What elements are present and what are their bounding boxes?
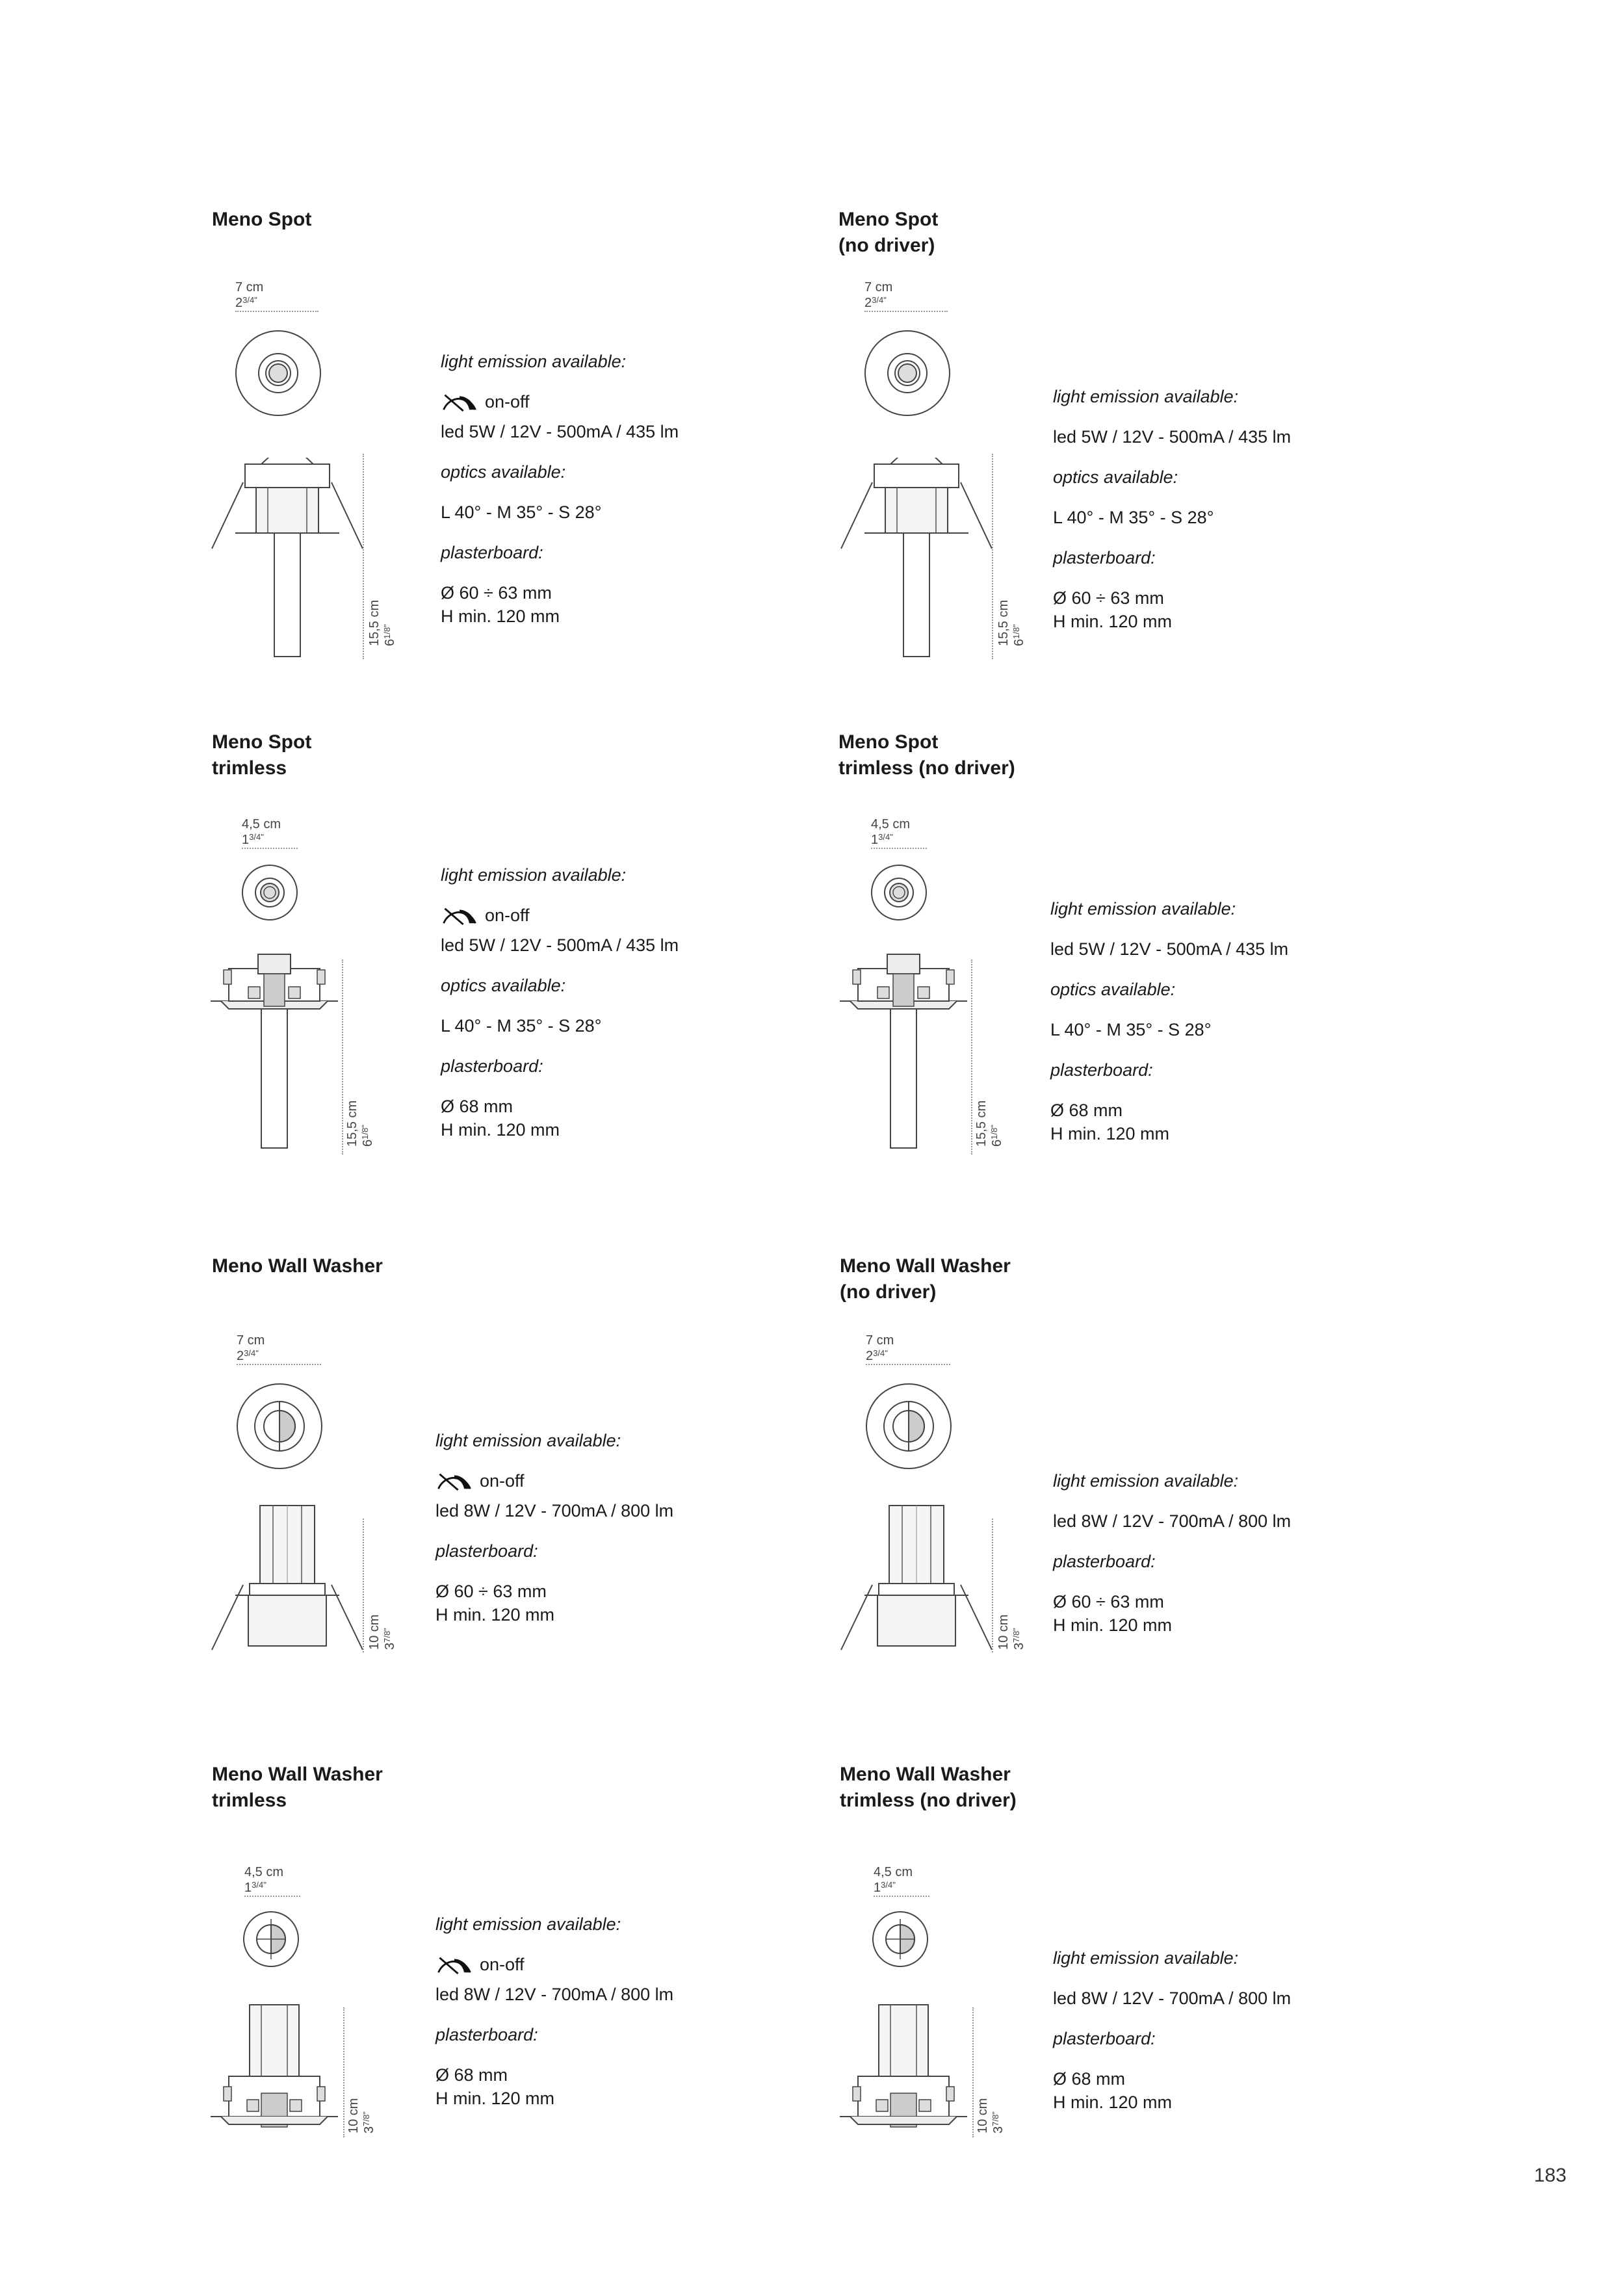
plasterboard-label: plasterboard: [1050,1060,1153,1080]
width-dimension: 4,5 cm $1^{3/4"}$ [874,1865,913,1895]
top-view-drawing [233,328,324,419]
cutout-diameter: Ø 68 mm [435,2065,508,2085]
side-view-drawing [209,2002,339,2145]
plasterboard-label: plasterboard: [441,543,543,562]
plasterboard-label: plasterboard: [1053,1552,1156,1571]
height-dimension: 15,5 cm $6^{1/8"}$ [996,599,1026,646]
width-dimension-line [866,1364,950,1365]
led-spec: led 5W / 12V - 500mA / 435 lm [1053,427,1292,447]
top-view-drawing [870,863,928,922]
light-emission-label: light emission available: [1050,899,1236,919]
plasterboard-label: plasterboard: [1053,2029,1156,2048]
light-emission-label: light emission available: [441,352,627,371]
height-dimension-line [971,959,972,1155]
width-dimension-line [874,1896,929,1897]
min-height: H min. 120 mm [1050,1124,1170,1143]
product-title: Meno Wall Washer [212,1255,383,1277]
spec-list [1053,1469,1291,1637]
side-view-drawing [838,458,994,659]
led-spec: led 8W / 12V - 700mA / 800 lm [1053,1511,1292,1531]
cutout-diameter: Ø 60 ÷ 63 mm [1053,588,1164,608]
spec-list [1053,1946,1291,2114]
product-meno-wall-washer-trimless [212,1762,719,2165]
min-height: H min. 120 mm [441,1120,560,1140]
on-off-icon [441,391,478,412]
height-dimension: 10 cm $3^{7/8"}$ [996,1614,1026,1650]
led-spec: led 8W / 12V - 700mA / 800 lm [1053,1989,1292,2008]
light-emission-label: light emission available: [1053,387,1239,406]
width-dimension-line [871,848,927,849]
height-dimension: 10 cm $3^{7/8"}$ [976,2098,1006,2133]
product-title: Meno Spot trimless (no driver) [838,731,1015,779]
height-dimension-line [343,2007,344,2137]
optics-label: optics available: [441,462,566,482]
side-view-drawing [838,1503,994,1652]
light-emission-label: light emission available: [435,1914,621,1934]
product-title: Meno Wall Washer (no driver) [840,1255,1011,1303]
on-off-icon [435,1470,473,1491]
top-view-drawing [871,1910,929,1968]
cutout-diameter: Ø 68 mm [441,1097,513,1116]
height-dimension: 10 cm $3^{7/8"}$ [346,2098,376,2133]
on-off-row: on-off [435,1469,673,1493]
product-meno-spot-no-driver [838,207,1345,662]
optics-label: optics available: [1053,467,1178,487]
height-dimension: 15,5 cm $6^{1/8"}$ [974,1100,1004,1147]
height-dimension-line [992,454,993,659]
on-off-icon [441,905,478,926]
top-view-drawing [234,1381,325,1472]
optics-spec: L 40° - M 35° - S 28° [1050,1020,1212,1039]
height-dimension: 15,5 cm $6^{1/8"}$ [345,1100,375,1147]
optics-spec: L 40° - M 35° - S 28° [441,502,602,522]
min-height: H min. 120 mm [1053,1615,1173,1635]
cutout-diameter: Ø 68 mm [1050,1101,1123,1120]
product-meno-wall-washer [212,1253,719,1682]
product-title: Meno Spot [212,209,312,230]
plasterboard-label: plasterboard: [435,2025,538,2044]
height-dimension-line [992,1519,993,1652]
width-dimension-line [237,1364,321,1365]
led-spec: led 8W / 12V - 700mA / 800 lm [435,1985,674,2004]
optics-label: optics available: [441,976,566,995]
min-height: H min. 120 mm [1053,2093,1173,2112]
optics-spec: L 40° - M 35° - S 28° [441,1016,602,1036]
led-spec: led 5W / 12V - 500mA / 435 lm [441,422,679,441]
spec-list [1053,385,1291,633]
width-dimension: 4,5 cm $1^{3/4"}$ [871,817,911,847]
side-view-drawing [209,950,339,1152]
height-dimension-line [363,454,364,659]
top-view-drawing [240,863,299,922]
light-emission-label: light emission available: [1053,1948,1239,1968]
plasterboard-label: plasterboard: [1053,548,1156,567]
plasterboard-label: plasterboard: [441,1056,543,1076]
light-emission-label: light emission available: [1053,1471,1239,1491]
cutout-diameter: Ø 60 ÷ 63 mm [435,1582,547,1601]
side-view-drawing [209,1503,365,1652]
on-off-row: on-off [435,1953,673,1976]
product-title: Meno Spot trimless [212,731,312,779]
cutout-diameter: Ø 60 ÷ 63 mm [441,583,552,603]
height-dimension: 10 cm $3^{7/8"}$ [367,1614,397,1650]
cutout-diameter: Ø 68 mm [1053,2069,1126,2089]
min-height: H min. 120 mm [441,607,560,626]
light-emission-label: light emission available: [435,1431,621,1450]
spec-list [435,1429,673,1626]
product-meno-wall-washer-trimless-no-driver [840,1762,1347,2165]
on-off-icon [435,1954,473,1975]
product-title: Meno Spot (no driver) [838,209,939,256]
spec-list [1050,897,1288,1145]
width-dimension: 7 cm $2^{3/4"}$ [237,1333,265,1363]
side-view-drawing [209,458,365,659]
top-view-drawing [863,1381,954,1472]
width-dimension: 4,5 cm $1^{3/4"}$ [242,817,281,847]
width-dimension-line [242,848,298,849]
height-dimension-line [342,959,343,1155]
width-dimension: 7 cm $2^{3/4"}$ [235,280,264,310]
spec-list [441,350,679,628]
width-dimension: 4,5 cm $1^{3/4"}$ [244,1865,284,1895]
top-view-drawing [242,1910,300,1968]
min-height: H min. 120 mm [1053,612,1173,631]
side-view-drawing [838,950,968,1152]
led-spec: led 8W / 12V - 700mA / 800 lm [435,1501,674,1520]
spec-list [435,1912,673,2110]
on-off-row: on-off [441,904,679,927]
product-meno-spot-trimless [212,729,719,1171]
product-title: Meno Wall Washer trimless (no driver) [840,1764,1017,1811]
height-dimension: 15,5 cm $6^{1/8"}$ [367,599,397,646]
led-spec: led 5W / 12V - 500mA / 435 lm [1050,939,1289,959]
product-meno-spot-trimless-no-driver [838,729,1345,1171]
min-height: H min. 120 mm [435,1605,555,1624]
led-spec: led 5W / 12V - 500mA / 435 lm [441,935,679,955]
product-meno-wall-washer-no-driver [840,1253,1347,1682]
width-dimension-line [244,1896,300,1897]
cutout-diameter: Ø 60 ÷ 63 mm [1053,1592,1164,1611]
light-emission-label: light emission available: [441,865,627,885]
top-view-drawing [862,328,953,419]
width-dimension-line [864,311,948,312]
plasterboard-label: plasterboard: [435,1541,538,1561]
page-number: 183 [1534,2165,1567,2186]
min-height: H min. 120 mm [435,2089,555,2108]
optics-spec: L 40° - M 35° - S 28° [1053,508,1214,527]
product-meno-spot [212,207,719,662]
width-dimension: 7 cm $2^{3/4"}$ [866,1333,894,1363]
width-dimension-line [235,311,318,312]
optics-label: optics available: [1050,980,1176,999]
spec-list [441,863,679,1141]
on-off-row: on-off [441,390,679,413]
width-dimension: 7 cm $2^{3/4"}$ [864,280,893,310]
height-dimension-line [363,1519,364,1652]
product-title: Meno Wall Washer trimless [212,1764,383,1811]
height-dimension-line [972,2007,974,2137]
side-view-drawing [838,2002,968,2145]
